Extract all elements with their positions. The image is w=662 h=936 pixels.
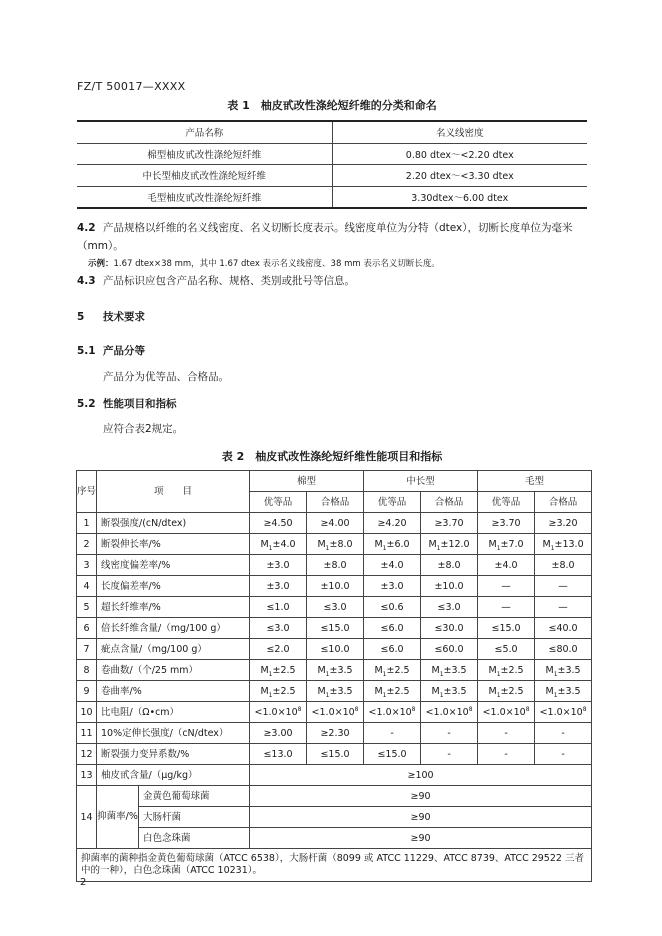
table-cell: 3.30dtex～6.00 dtex (332, 186, 587, 208)
row-number: 8 (77, 660, 97, 681)
table-row (77, 513, 592, 534)
value-cell: ≥3.70 (421, 513, 478, 534)
value-cell: ≤40.0 (535, 618, 592, 639)
value-cell: $M_1\pm 2.5$ (364, 660, 421, 681)
value-cell: — (535, 597, 592, 618)
section-5-1-text: 产品分为优等品、合格品。 (103, 371, 229, 383)
value-cell: ≥3.00 (250, 723, 307, 744)
section-4-2 (77, 219, 591, 255)
row-number: 9 (77, 681, 97, 702)
value-cell: $M_1\pm 3.5$ (307, 660, 364, 681)
value-cell: ±8.0 (535, 555, 592, 576)
value-cell: ≤15.0 (307, 744, 364, 765)
value-cell: - (364, 723, 421, 744)
table2 (76, 470, 592, 882)
value-cell: $M_1\pm 7.0$ (478, 534, 535, 555)
value-cell: $<1.0\times 10^8$ (421, 702, 478, 723)
value-cell: ≤6.0 (364, 618, 421, 639)
table-note-row (77, 849, 592, 882)
example-label: 示例： (88, 259, 114, 269)
value-cell: $M_1\pm 4.0$ (250, 534, 307, 555)
value-cell: ≤6.0 (364, 639, 421, 660)
value-cell: ≥2.30 (307, 723, 364, 744)
table1-header-row (77, 121, 587, 143)
value-cell: $<1.0\times 10^8$ (307, 702, 364, 723)
value-cell: - (535, 744, 592, 765)
row-number: 13 (77, 765, 97, 786)
value-cell: - (478, 744, 535, 765)
standard-code: FZ/T 50017—XXXX (77, 80, 186, 93)
value-cell: ≤13.0 (250, 744, 307, 765)
table-row (77, 660, 592, 681)
table1-header-cell: 产品名称 (77, 121, 332, 143)
table-row (77, 186, 587, 208)
value-cell: $M_1\pm 2.5$ (364, 681, 421, 702)
item-cell: 10%定伸长强度/（cN/dtex） (97, 723, 250, 744)
item-cell: 长度偏差率/% (97, 576, 250, 597)
table-row (77, 765, 592, 786)
table-cell: 毛型柚皮甙改性涤纶短纤维 (77, 186, 332, 208)
value-cell: ≤15.0 (478, 618, 535, 639)
value-cell: - (421, 723, 478, 744)
table-row (77, 786, 592, 807)
value-cell: ≤80.0 (535, 639, 592, 660)
table-row (77, 534, 592, 555)
value-cell: $<1.0\times 10^8$ (478, 702, 535, 723)
header-group: 棉型 (250, 471, 364, 492)
value-cell: $M_1\pm 2.5$ (478, 681, 535, 702)
page-number: 2 (80, 877, 87, 888)
header-grade: 优等品 (250, 492, 307, 513)
value-cell: ≤3.0 (250, 618, 307, 639)
value-cell: ≥3.20 (535, 513, 592, 534)
value-cell: ≤3.0 (307, 597, 364, 618)
value-cell: ≥4.00 (307, 513, 364, 534)
example-text: 1.67 dtex×38 mm，其中 1.67 dtex 表示名义线密度、38 mm 表示名义切断长度。 (113, 259, 440, 269)
value-cell: ±8.0 (307, 555, 364, 576)
section-5-2-heading (77, 396, 177, 411)
value-cell: ≤15.0 (307, 618, 364, 639)
table-cell: 0.80 dtex～<2.20 dtex (332, 143, 587, 165)
item-cell: 比电阻/（Ω•cm） (97, 702, 250, 723)
value-cell: ≤2.0 (250, 639, 307, 660)
value-cell: $M_1\pm 13.0$ (535, 534, 592, 555)
section-title: 性能项目和指标 (103, 398, 177, 410)
value-cell: $<1.0\times 10^8$ (250, 702, 307, 723)
section-text: 产品标识应包含产品名称、规格、类别或批号等信息。 (103, 275, 355, 287)
section-5-2-text: 应符合表2规定。 (103, 423, 184, 435)
table-row (77, 576, 592, 597)
item-cell: 卷曲率/% (97, 681, 250, 702)
header-grade: 合格品 (307, 492, 364, 513)
value-cell: ≥4.50 (250, 513, 307, 534)
value-cell: ±10.0 (307, 576, 364, 597)
item-cell: 卷曲数/（个/25 mm） (97, 660, 250, 681)
table-cell: 棉型柚皮甙改性涤纶短纤维 (77, 143, 332, 165)
value-cell: $<1.0\times 10^8$ (364, 702, 421, 723)
item-cell: 断裂强力变异系数/% (97, 744, 250, 765)
item-cell: 疵点含量/（mg/100 g） (97, 639, 250, 660)
table-row (77, 702, 592, 723)
value-cell: $M_1\pm 12.0$ (421, 534, 478, 555)
table-row (77, 681, 592, 702)
item-cell: 断裂强度/(cN/dtex) (97, 513, 250, 534)
section-number: 5 (77, 311, 85, 323)
section-text: 产品规格以纤维的名义线密度、名义切断长度表示。线密度单位为分特（dtex），切断长度单位为毫米（mm）。 (77, 222, 573, 252)
value-cell: — (478, 597, 535, 618)
value-cell: ±8.0 (421, 555, 478, 576)
value-cell: ≥90 (250, 786, 592, 807)
row-number: 6 (77, 618, 97, 639)
value-cell: ≥100 (250, 765, 592, 786)
row-number: 5 (77, 597, 97, 618)
section-5-heading (77, 309, 145, 324)
value-cell: $M_1\pm 3.5$ (307, 681, 364, 702)
table-row (77, 828, 592, 849)
table-row (77, 143, 587, 165)
header-grade: 优等品 (478, 492, 535, 513)
header-group: 毛型 (478, 471, 592, 492)
value-cell: $M_1\pm 2.5$ (478, 660, 535, 681)
header-seq: 序号 (77, 471, 97, 513)
item-cell: 倍长纤维含量/（mg/100 g） (97, 618, 250, 639)
value-cell: ±4.0 (364, 555, 421, 576)
table-row (77, 555, 592, 576)
section-number: 5.2 (77, 398, 96, 410)
item-cell: 线密度偏差率/% (97, 555, 250, 576)
value-cell: $<1.0\times 10^8$ (535, 702, 592, 723)
sub-item-cell: 大肠杆菌 (139, 807, 250, 828)
value-cell: - (421, 744, 478, 765)
section-4-3 (77, 273, 355, 288)
table1-header-cell: 名义线密度 (332, 121, 587, 143)
value-cell: ≥4.20 (364, 513, 421, 534)
value-cell: $M_1\pm 3.5$ (421, 681, 478, 702)
value-cell: ≤15.0 (364, 744, 421, 765)
value-cell: ±10.0 (421, 576, 478, 597)
table-cell: 2.20 dtex～<3.30 dtex (332, 165, 587, 187)
table-row (77, 618, 592, 639)
item-cell: 超长纤维率/% (97, 597, 250, 618)
table1 (77, 120, 587, 209)
section-title: 产品分等 (103, 345, 145, 357)
value-cell: ±3.0 (250, 576, 307, 597)
value-cell: $M_1\pm 2.5$ (250, 681, 307, 702)
table-row (77, 597, 592, 618)
section-number: 5.1 (77, 345, 96, 357)
value-cell: ≤60.0 (421, 639, 478, 660)
value-cell: ±4.0 (478, 555, 535, 576)
sub-item-cell: 白色念珠菌 (139, 828, 250, 849)
row-number: 14 (77, 786, 97, 849)
item-cell: 柚皮甙含量/（μg/kg） (97, 765, 250, 786)
value-cell: ≥90 (250, 828, 592, 849)
value-cell: — (478, 576, 535, 597)
value-cell: $M_1\pm 6.0$ (364, 534, 421, 555)
value-cell: ≤10.0 (307, 639, 364, 660)
item-group-cell: 抑菌率/% (97, 786, 139, 849)
value-cell: ≤1.0 (250, 597, 307, 618)
row-number: 10 (77, 702, 97, 723)
header-grade: 合格品 (535, 492, 592, 513)
value-cell: ≥3.70 (478, 513, 535, 534)
table-row (77, 639, 592, 660)
value-cell: ≤5.0 (478, 639, 535, 660)
header-grade: 合格品 (421, 492, 478, 513)
row-number: 2 (77, 534, 97, 555)
header-group: 中长型 (364, 471, 478, 492)
value-cell: ≥90 (250, 807, 592, 828)
item-cell: 断裂伸长率/% (97, 534, 250, 555)
value-cell: — (535, 576, 592, 597)
row-number: 4 (77, 576, 97, 597)
value-cell: $M_1\pm 3.5$ (535, 681, 592, 702)
section-5-1-heading (77, 343, 145, 358)
table-row (77, 807, 592, 828)
row-number: 7 (77, 639, 97, 660)
header-grade: 优等品 (364, 492, 421, 513)
row-number: 1 (77, 513, 97, 534)
value-cell: ≤0.6 (364, 597, 421, 618)
example-note (88, 257, 440, 269)
section-number: 4.3 (77, 275, 96, 287)
value-cell: ≤30.0 (421, 618, 478, 639)
value-cell: ≤3.0 (421, 597, 478, 618)
row-number: 12 (77, 744, 97, 765)
table-cell: 中长型柚皮甙改性涤纶短纤维 (77, 165, 332, 187)
value-cell: ±3.0 (364, 576, 421, 597)
table2-title: 表 2 柚皮甙改性涤纶短纤维性能项目和指标 (221, 450, 443, 463)
value-cell: $M_1\pm 3.5$ (421, 660, 478, 681)
table2-body (77, 471, 592, 882)
section-number: 4.2 (77, 222, 96, 234)
value-cell: $M_1\pm 3.5$ (535, 660, 592, 681)
sub-item-cell: 金黄色葡萄球菌 (139, 786, 250, 807)
value-cell: - (478, 723, 535, 744)
table-row (77, 744, 592, 765)
value-cell: $M_1\pm 2.5$ (250, 660, 307, 681)
table-row (77, 165, 587, 187)
value-cell: $M_1\pm 8.0$ (307, 534, 364, 555)
value-cell: ±3.0 (250, 555, 307, 576)
table1-title: 表 1 柚皮甙改性涤纶短纤维的分类和命名 (227, 99, 437, 112)
table-note: 抑菌率的菌种指金黄色葡萄球菌（ATCC 6538），大肠杆菌（8099 或 ATCC 11229、ATCC 8739、ATCC 29522 三者中的一种），白色念珠菌（ATCC 10231）。 (77, 849, 592, 882)
table2-header-row (77, 471, 592, 492)
section-title: 技术要求 (103, 311, 145, 323)
row-number: 11 (77, 723, 97, 744)
value-cell: - (535, 723, 592, 744)
row-number: 3 (77, 555, 97, 576)
table-row (77, 723, 592, 744)
header-item: 项 目 (97, 471, 250, 513)
